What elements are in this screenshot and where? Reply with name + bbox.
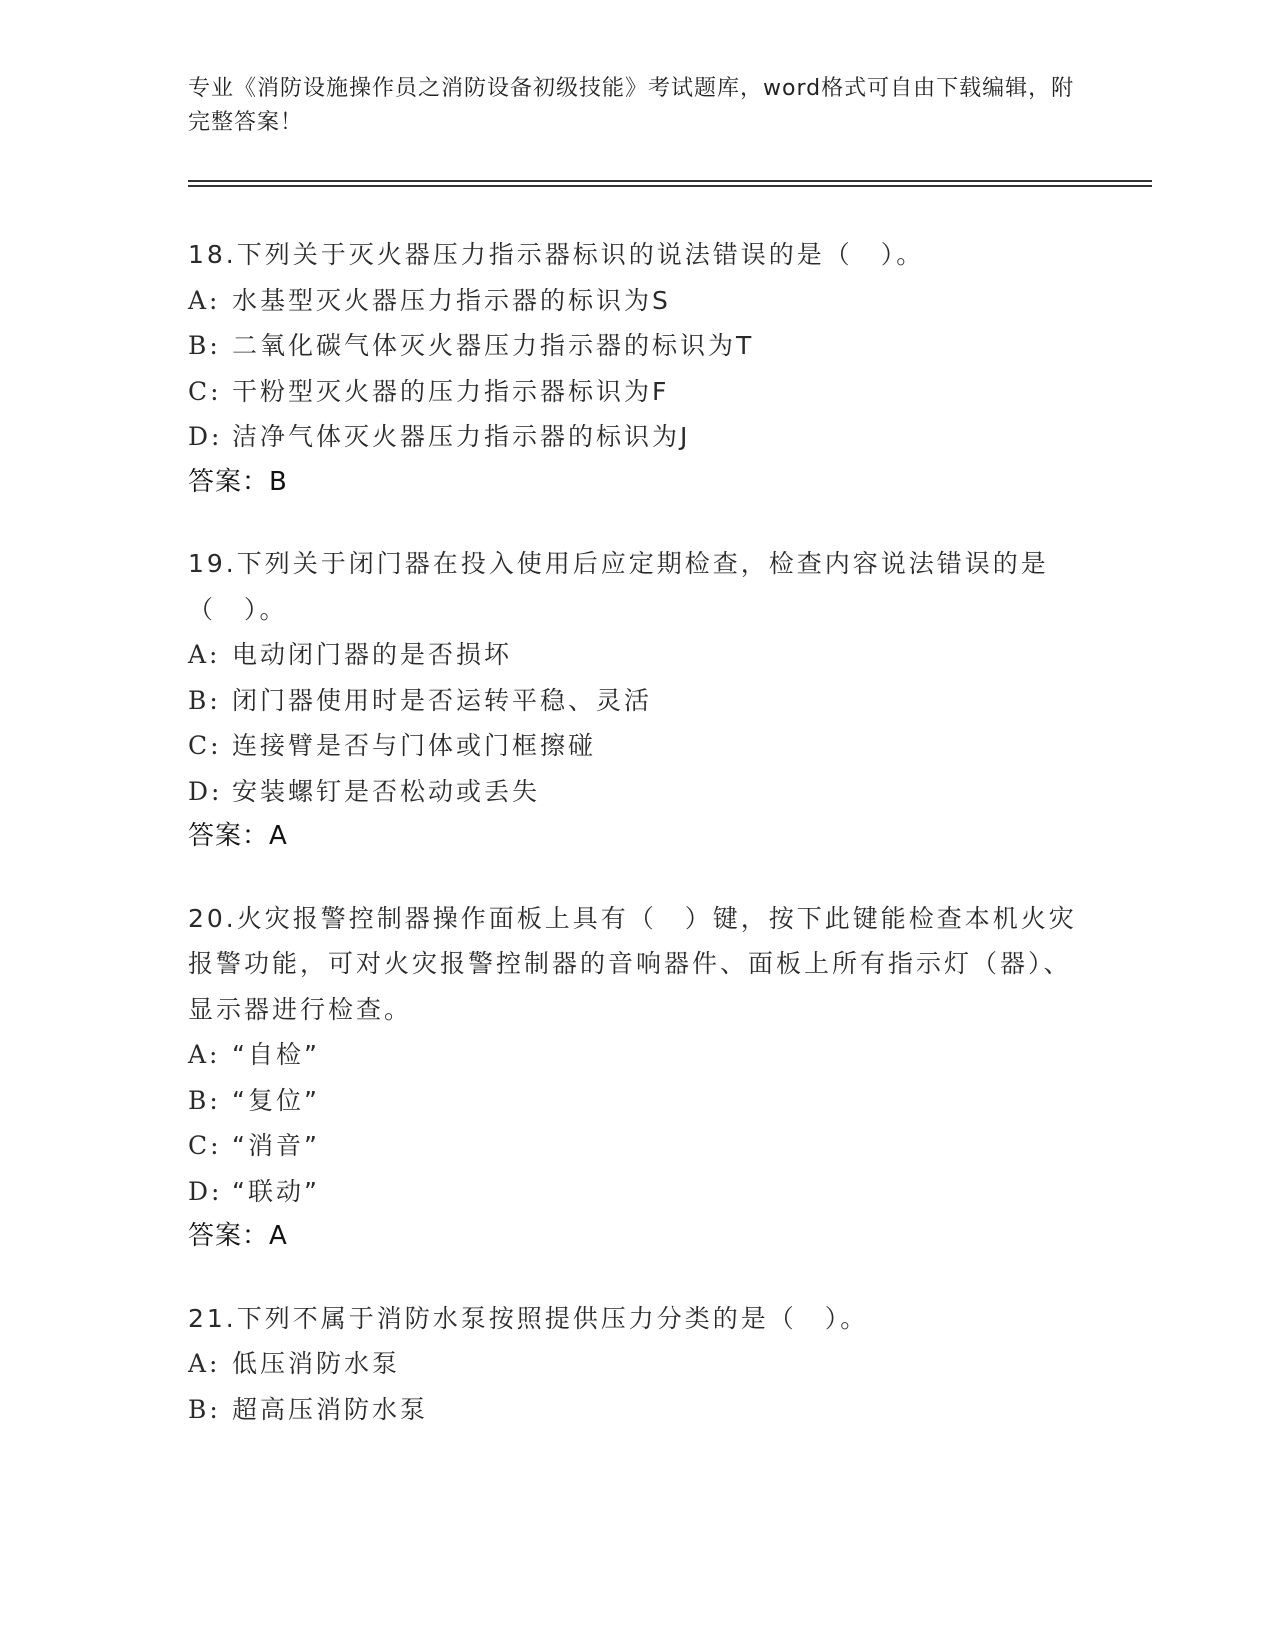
answer-line: 答案：B (188, 466, 288, 497)
option-key: C: (188, 731, 222, 760)
header-divider-bottom (188, 185, 1152, 187)
option-key: B: (188, 685, 221, 715)
option-text: 安装螺钉是否松动或丢失 (232, 776, 541, 806)
question-stem: 21.下列不属于消防水泵按照提供压力分类的是（ ）。 (188, 1303, 869, 1333)
option-text: “自检” (232, 1040, 320, 1069)
question-stem: 19.下列关于闭门器在投入使用后应定期检查，检查内容说法错误的是（ ）。 (188, 549, 1049, 624)
option-key: A: (188, 640, 221, 669)
option-a (188, 1341, 1088, 1387)
option-key: D: (188, 422, 223, 451)
question-21 (188, 1296, 1088, 1433)
option-b (188, 678, 1088, 724)
question-stem: 20.火灾报警控制器操作面板上具有（ ）键，按下此键能检查本机火灾报警功能，可对火灾报警控制器的音响器件、面板上所有指示灯（器）、显示器进行检查。 (188, 903, 1077, 1024)
option-text: “消音” (232, 1131, 320, 1160)
option-text: 闭门器使用时是否运转平稳、灵活 (232, 685, 653, 715)
option-key: D: (188, 776, 223, 806)
option-b (188, 1078, 1088, 1124)
option-text: 超高压消防水泵 (232, 1394, 429, 1424)
option-b (188, 323, 1088, 369)
option-text: 干粉型灭火器的压力指示器标识为F (232, 376, 670, 406)
option-d (188, 769, 1088, 815)
question-18 (188, 232, 1088, 505)
option-d (188, 414, 1088, 460)
option-key: C: (188, 376, 222, 406)
option-key: A: (188, 1349, 221, 1378)
option-key: B: (188, 1085, 221, 1115)
option-key: C: (188, 1131, 222, 1160)
option-text: 二氧化碳气体灭火器压力指示器的标识为T (232, 331, 755, 360)
option-a (188, 1032, 1088, 1078)
option-c (188, 1123, 1088, 1169)
document-header: 专业《消防设施操作员之消防设备初级技能》考试题库，word格式可自由下载编辑，附完整答案！ (188, 76, 1075, 135)
option-key: B: (188, 1394, 221, 1424)
option-a (188, 278, 1088, 324)
answer-line: 答案：A (188, 821, 288, 851)
header-divider-top (188, 180, 1152, 182)
option-text: 低压消防水泵 (232, 1349, 401, 1378)
question-list (188, 232, 1088, 1468)
question-19 (188, 541, 1088, 860)
option-c (188, 723, 1088, 769)
option-b (188, 1387, 1088, 1433)
option-text: “复位” (232, 1085, 320, 1115)
question-20 (188, 896, 1088, 1260)
option-key: A: (188, 285, 221, 315)
option-text: “联动” (232, 1176, 320, 1206)
option-key: B: (188, 331, 221, 360)
option-text: 连接臂是否与门体或门框擦碰 (232, 731, 597, 760)
question-stem: 18.下列关于灭火器压力指示器标识的说法错误的是（ ）。 (188, 240, 925, 269)
option-key: D: (188, 1176, 223, 1206)
option-text: 电动闭门器的是否损坏 (232, 640, 513, 669)
option-key: A: (188, 1040, 221, 1069)
option-d (188, 1169, 1088, 1215)
option-a (188, 632, 1088, 678)
option-c (188, 369, 1088, 415)
option-text: 水基型灭火器压力指示器的标识为S (232, 285, 671, 315)
option-text: 洁净气体灭火器压力指示器的标识为J (232, 422, 691, 451)
answer-line: 答案：A (188, 1221, 288, 1251)
